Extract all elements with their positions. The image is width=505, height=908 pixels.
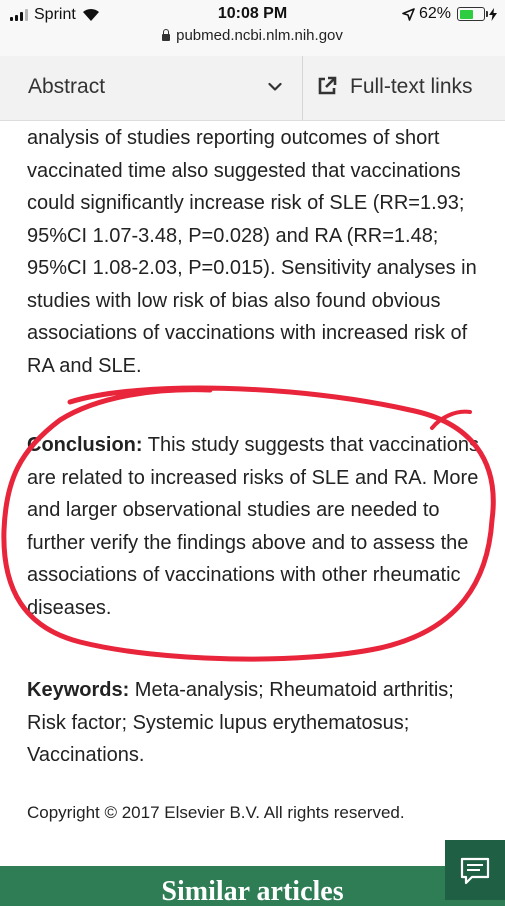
full-text-links-label: Full-text links [350, 75, 473, 98]
status-right [402, 5, 497, 23]
keywords-text: Meta-analysis; Rheumatoid arthritis; Risk factor; Systemic lupus erythematosus; Vaccinations. [27, 679, 454, 766]
lock-icon [162, 34, 170, 41]
full-text-links-button[interactable] [303, 56, 505, 120]
battery-icon [457, 7, 485, 21]
keywords-label: Keywords: [27, 679, 130, 701]
section-select[interactable] [0, 56, 302, 120]
copyright-notice: Copyright © 2017 Elsevier B.V. All rights reserved. [27, 803, 405, 822]
status-bar [0, 0, 505, 56]
charging-icon [489, 8, 497, 21]
chevron-down-icon [268, 80, 282, 94]
external-link-icon [317, 76, 337, 96]
feedback-chat-icon [460, 857, 490, 885]
article-toolbar [0, 56, 505, 121]
url-text: pubmed.ncbi.nlm.nih.gov [176, 27, 343, 44]
battery-percent: 62% [418, 5, 451, 22]
similar-articles-title[interactable]: Similar articles [161, 876, 344, 907]
conclusion-label: Conclusion: [27, 434, 143, 456]
address-bar[interactable] [0, 27, 505, 44]
abstract-conclusion [27, 429, 487, 624]
location-arrow-icon [402, 8, 415, 21]
conclusion-text: This study suggests that vaccinations are related to increased risks of SLE and RA. More and larger observational studies are needed to further verify the findings above and to assess the associations of vaccinations with other rheumatic diseases. [27, 434, 480, 619]
carrier-name: Sprint [34, 6, 76, 23]
clock: 10:08 PM [217, 5, 288, 22]
abstract-results-text: analysis of studies reporting outcomes of short vaccinated time also suggested that vaccinations could significantly increase risk of SLE (RR=1.93; 95%CI 1.07-3.48, P=0.028) and RA (RR=1.48; 95%CI 1.08-2.03, P=0.015). Sensitivity analyses in studies with low risk of bias also found obvious associations of vaccinations with increased risk of RA and SLE. [27, 127, 477, 377]
keywords [27, 674, 487, 772]
section-select-label: Abstract [28, 75, 106, 98]
feedback-button[interactable] [445, 840, 505, 900]
